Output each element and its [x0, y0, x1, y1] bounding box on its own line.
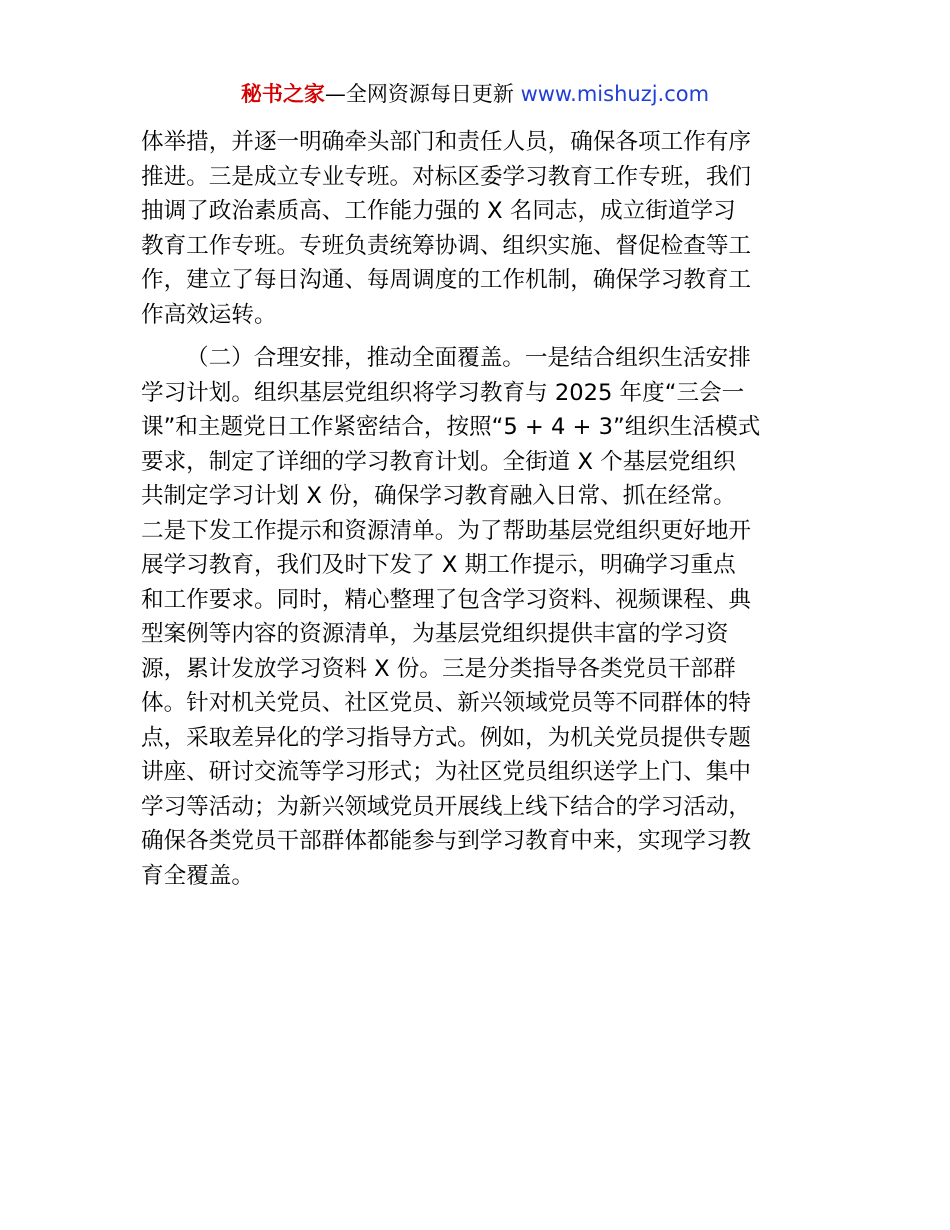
text-line: 作高效运转。 — [141, 301, 277, 328]
paragraph-continued — [141, 125, 811, 332]
site-brand: 秘书之家 — [240, 82, 325, 106]
text-line: 讲座、研讨交流等学习形式；为社区党员组织送学上门、集中 — [141, 759, 752, 785]
text-line: 展学习教育，我们及时下发了 X 期工作提示，明确学习重点 — [141, 552, 736, 578]
text-line: 体。针对机关党员、社区党员、新兴领域党员等不同群体的特 — [141, 690, 752, 716]
text-line: 二是下发工作提示和资源清单。为了帮助基层党组织更好地开 — [141, 517, 752, 544]
section-heading-line: （二）合理安排，推动全面覆盖。一是结合组织生活安排 — [186, 345, 751, 371]
text-line: 和工作要求。同时，精心整理了包含学习资料、视频课程、典 — [141, 586, 752, 613]
site-header — [0, 76, 950, 112]
text-line: 点，采取差异化的学习指导方式。例如，为机关党员提供专题 — [141, 724, 752, 751]
text-line: 抽调了政治素质高、工作能力强的 X 名同志，成立街道学习 — [141, 198, 736, 224]
text-line: 共制定学习计划 X 份，确保学习教育融入日常、抓在经常。 — [141, 483, 736, 509]
text-line: 学习计划。组织基层党组织将学习教育与 2025 年度“三会一 — [141, 379, 745, 406]
site-url-link[interactable]: www.mishuzj.com — [520, 82, 710, 106]
site-tagline: —全网资源每日更新 — [324, 82, 514, 106]
paragraph-section-two — [141, 341, 811, 893]
text-line: 确保各类党员干部群体都能参与到学习教育中来，实现学习教 — [141, 828, 752, 854]
text-line: 教育工作专班。专班负责统筹协调、组织实施、督促检查等工 — [141, 232, 752, 259]
text-line: 育全覆盖。 — [141, 862, 254, 889]
text-line: 要求，制定了详细的学习教育计划。全街道 X 个基层党组织 — [141, 448, 736, 475]
text-line: 学习等活动；为新兴领域党员开展线上线下结合的学习活动， — [141, 793, 752, 820]
text-line: 型案例等内容的资源清单，为基层党组织提供丰富的学习资 — [141, 621, 729, 647]
text-line: 推进。三是成立专业专班。对标区委学习教育工作专班，我们 — [141, 163, 752, 190]
text-line: 课”和主题党日工作紧密结合，按照“5 + 4 + 3”组织生活模式 — [141, 414, 761, 440]
text-line: 体举措，并逐一明确牵头部门和责任人员，确保各项工作有序 — [141, 129, 752, 155]
text-line: 作，建立了每日沟通、每周调度的工作机制，确保学习教育工 — [141, 267, 752, 293]
text-line: 源，累计发放学习资料 X 份。三是分类指导各类党员干部群 — [141, 655, 736, 682]
document-body — [141, 125, 811, 893]
